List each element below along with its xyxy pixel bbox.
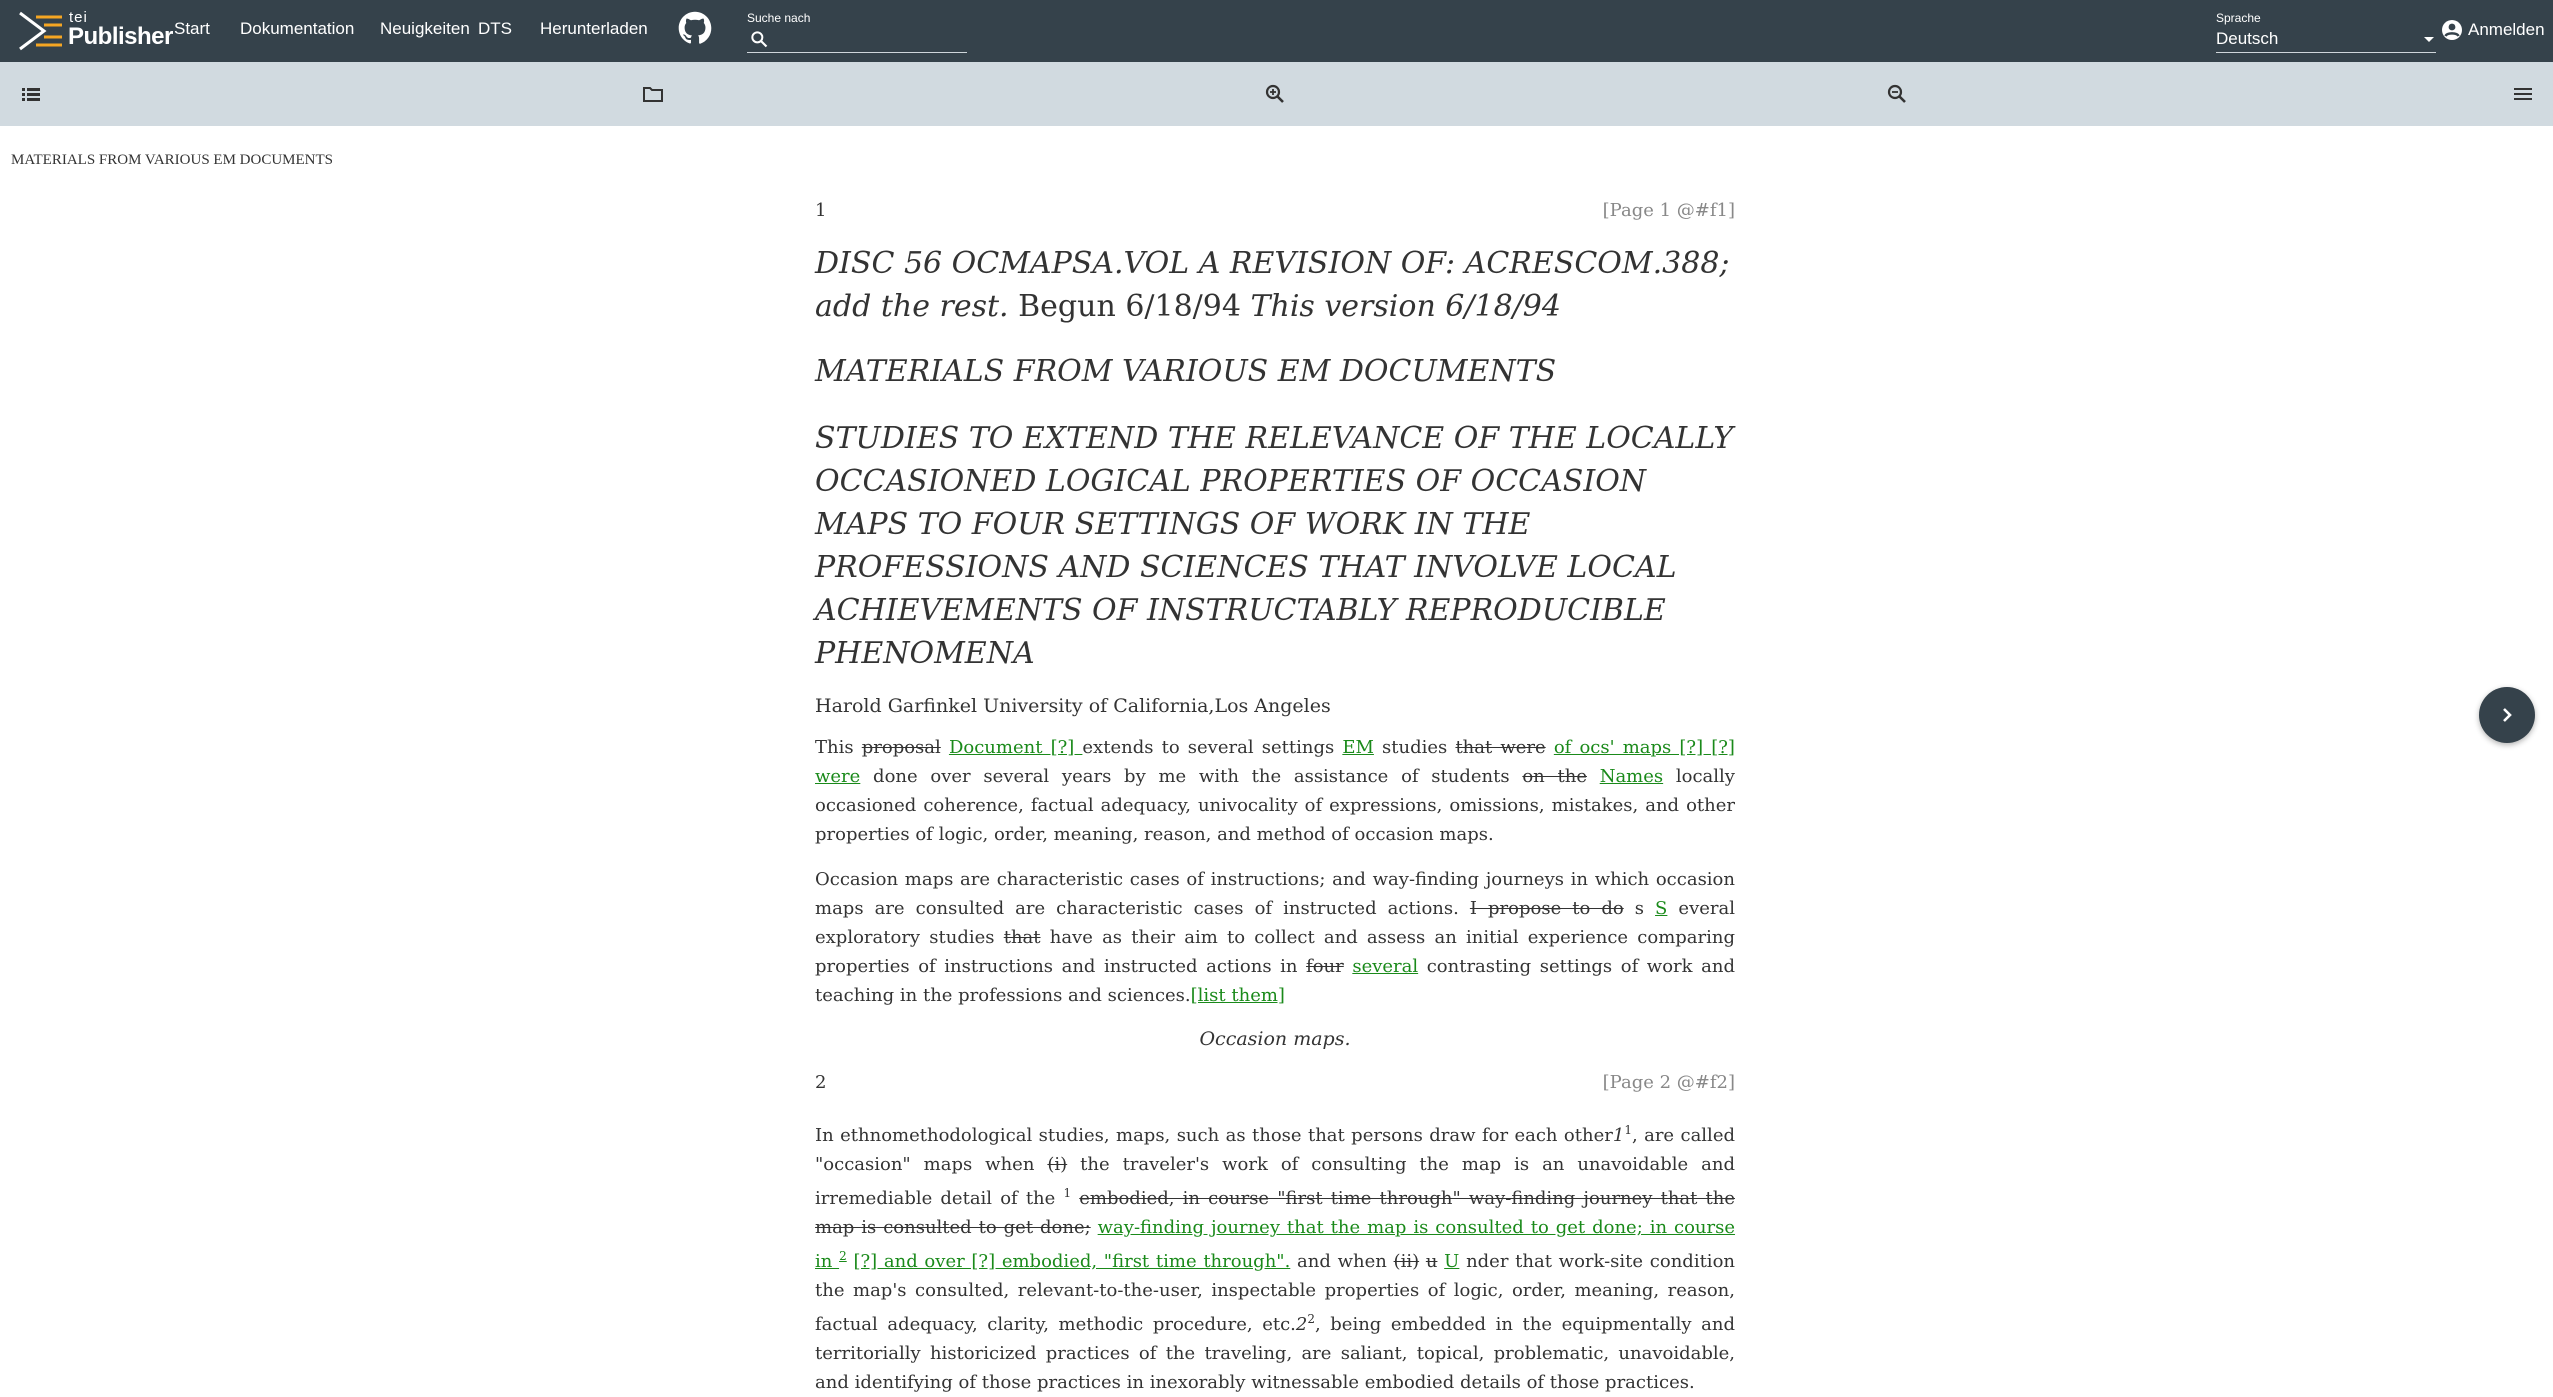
deletion: on the [1522, 766, 1587, 787]
search-input[interactable] [771, 28, 967, 50]
addition[interactable]: [list them] [1190, 985, 1285, 1006]
tei-publisher-logo[interactable] [18, 9, 173, 53]
language-select[interactable] [2216, 9, 2436, 53]
studies-heading: STUDIES TO EXTEND THE RELEVANCE OF THE LOCALLY OCCASIONED LOGICAL PROPERTIES OF OCCASION MAPS TO FOUR SETTINGS OF WORK IN THE PROFESSIONS AND SCIENCES THAT INVOLVE LOCAL ACHIEVEMENTS OF INSTRUCTABLY REPRODUCIBLE PHENOMENA [815, 421, 1734, 671]
search-underline [747, 52, 967, 53]
addition[interactable]: U [1444, 1251, 1460, 1272]
heading-revision: DISC 56 OCMAPSA.VOL A REVISION OF: ACRESCOM.388; add the rest. [815, 246, 1730, 324]
deletion: that [1003, 927, 1041, 948]
account-circle-icon [2440, 18, 2464, 42]
nav-dts[interactable]: DTS [478, 19, 512, 38]
text: have as their aim to collect and assess an initial experience comparing properties of instructions and instructed actions in [815, 927, 1736, 977]
page-number: 1 [815, 200, 827, 221]
paragraph-3 [815, 1116, 1735, 1397]
text: In ethnomethodological studies, maps, such as those that persons draw for each other [815, 1125, 1613, 1146]
login-label: Anmelden [2468, 20, 2545, 39]
text: done over several years by me with the assistance of students [860, 766, 1523, 787]
nav-news[interactable]: Neuigkeiten [380, 19, 470, 38]
folder-icon[interactable] [641, 82, 665, 106]
document-breadcrumb: MATERIALS FROM VARIOUS EM DOCUMENTS [11, 152, 333, 168]
deletion: u [1425, 1251, 1438, 1272]
search-label: Suche nach [747, 11, 811, 25]
text: , being embedded in the equipmentally and territorially historicized practices of the traveling, are saliant, topical, problematic, unavoidable, and identifying of those practices in inexorably witnessable embodied details of those practices. [815, 1314, 1735, 1393]
search-icon [749, 29, 769, 49]
deletion: that were [1455, 737, 1546, 758]
nav-documentation[interactable]: Dokumentation [240, 19, 355, 38]
document-heading [815, 242, 1735, 328]
text: contrasting settings of work and teaching in the professions and sciences. [815, 956, 1735, 1006]
page-break-1 [815, 190, 1735, 234]
text: extends to several settings [1082, 737, 1343, 758]
text: the traveler's work of consulting the map is an unavoidable and irremediable detail of the [815, 1154, 1736, 1209]
page-break-2 [815, 1062, 1735, 1106]
document-content [815, 190, 1735, 1397]
zoom-in-icon[interactable] [1263, 82, 1287, 106]
addition[interactable]: Names [1599, 766, 1664, 787]
text: studies [1373, 737, 1456, 758]
deletion: proposal [861, 737, 941, 758]
language-label: Sprache [2216, 11, 2261, 25]
text: locally occasioned coherence, factual adequacy, univocality of expressions, omissions, mistakes, and other properties of logic, order, meaning, reason, and method of occasion maps. [815, 766, 1735, 845]
note-ref[interactable]: 1 [1612, 1125, 1625, 1146]
logo-tei-text: tei [69, 9, 88, 26]
page-reference[interactable]: [Page 1 @#f1] [1602, 200, 1735, 221]
deletion: four [1306, 956, 1344, 977]
toc-list-icon[interactable] [19, 82, 43, 106]
addition[interactable]: Document [?] [948, 737, 1083, 758]
github-icon[interactable] [678, 11, 712, 45]
note-ref[interactable]: 2 [1295, 1314, 1308, 1335]
language-underline [2216, 52, 2436, 53]
zoom-out-icon[interactable] [1885, 82, 1909, 106]
text: s [1623, 898, 1656, 919]
footnote-marker[interactable]: 2 [839, 1249, 847, 1263]
text: everal exploratory studies [815, 898, 1735, 948]
next-page-button[interactable] [2479, 687, 2535, 743]
addition[interactable]: way-finding journey that the map is consulted to get done; in course in [815, 1217, 1736, 1272]
text: , are called "occasion" maps when [815, 1125, 1735, 1175]
addition[interactable]: [?] and over [?] embodied, "first time through". [853, 1251, 1291, 1272]
paragraph-1 [815, 733, 1735, 849]
app-bar [0, 0, 2553, 62]
deletion: (ii) [1393, 1251, 1420, 1272]
paragraph-2 [815, 865, 1735, 1010]
deletion: (i) [1047, 1154, 1068, 1175]
footnote-marker[interactable]: 1 [1624, 1123, 1632, 1137]
document-title: MATERIALS FROM VARIOUS EM DOCUMENTS [815, 354, 1557, 389]
nav-download[interactable]: Herunterladen [540, 19, 648, 38]
menu-icon[interactable] [2511, 82, 2535, 106]
deletion: embodied, in course "first time through" way-finding journey that the map is consulted to get done; [815, 1188, 1735, 1238]
addition[interactable]: of ocs' maps [?] [?] were [815, 737, 1735, 787]
author-line: Harold Garfinkel University of California,Los Angeles [815, 695, 1331, 717]
addition[interactable]: several [1352, 956, 1419, 977]
text: nder that work-site condition the map's consulted, relevant-to-the-user, inspectable properties of logic, order, meaning, reason, factual adequacy, clarity, methodic procedure, etc. [815, 1251, 1735, 1335]
language-value: Deutsch [2216, 29, 2279, 48]
deletion: I propose to do [1469, 898, 1624, 919]
addition[interactable]: EM [1342, 737, 1374, 758]
document-toolbar [0, 62, 2553, 126]
search-field [747, 9, 967, 53]
text: and when [1290, 1251, 1394, 1272]
page-number: 2 [815, 1072, 827, 1093]
addition[interactable]: S [1655, 898, 1668, 919]
page-reference[interactable]: [Page 2 @#f2] [1602, 1072, 1735, 1093]
heading-version: This version 6/18/94 [1250, 289, 1561, 324]
logo-publisher-text: Publisher [68, 23, 173, 50]
nav-start[interactable]: Start [174, 19, 210, 38]
text: This [815, 737, 862, 758]
heading-begun: Begun 6/18/94 [1008, 289, 1251, 324]
chevron-down-icon [2424, 37, 2434, 42]
logo-chevron-icon [18, 9, 64, 53]
chevron-right-icon [2495, 703, 2519, 727]
footnote-marker[interactable]: 2 [1307, 1312, 1315, 1326]
text: Occasion maps are characteristic cases of instructions; and way-finding journeys in which occasion maps are consulted are characteristic cases of instructed actions. [815, 869, 1735, 919]
section-title: Occasion maps. [1199, 1028, 1351, 1050]
footnote-marker[interactable]: 1 [1063, 1186, 1072, 1200]
